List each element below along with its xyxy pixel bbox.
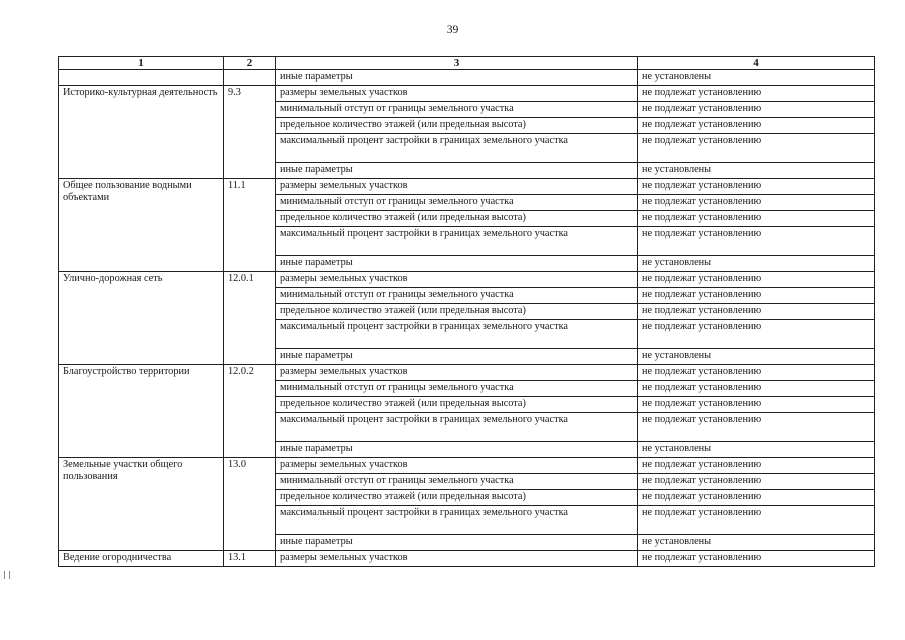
- use-type-code: [224, 70, 276, 86]
- parameter-name: предельное количество этажей (или предельная высота): [276, 490, 638, 506]
- parameter-name: иные параметры: [276, 442, 638, 458]
- parameter-name: предельное количество этажей (или предельная высота): [276, 211, 638, 227]
- use-type-name: Ведение огородничества: [59, 551, 224, 567]
- use-type-code: 13.0: [224, 458, 276, 551]
- table-row: [59, 458, 875, 474]
- table-row: [59, 70, 875, 86]
- parameter-name: иные параметры: [276, 535, 638, 551]
- parameter-value: не установлены: [638, 163, 875, 179]
- use-type-name: Земельные участки общего пользования: [59, 458, 224, 551]
- column-header-4: 4: [638, 57, 875, 70]
- parameter-value: не подлежат установлению: [638, 227, 875, 256]
- parameter-value: не подлежат установлению: [638, 102, 875, 118]
- table-row: [59, 86, 875, 102]
- parameter-name: иные параметры: [276, 256, 638, 272]
- table-body: [59, 70, 875, 567]
- parameter-value: не установлены: [638, 70, 875, 86]
- parameter-value: не установлены: [638, 535, 875, 551]
- parameter-value: не подлежат установлению: [638, 272, 875, 288]
- parameter-value: не подлежат установлению: [638, 211, 875, 227]
- parameter-name: максимальный процент застройки в границах земельного участка: [276, 320, 638, 349]
- parameter-value: не подлежат установлению: [638, 474, 875, 490]
- parameter-name: максимальный процент застройки в границах земельного участка: [276, 413, 638, 442]
- use-type-name: [59, 70, 224, 86]
- parameter-value: не подлежат установлению: [638, 134, 875, 163]
- table-row: [59, 272, 875, 288]
- parameter-name: предельное количество этажей (или предельная высота): [276, 118, 638, 134]
- parameter-value: не подлежат установлению: [638, 551, 875, 567]
- parameter-value: не подлежат установлению: [638, 381, 875, 397]
- parameter-name: размеры земельных участков: [276, 551, 638, 567]
- parameter-name: максимальный процент застройки в границах земельного участка: [276, 506, 638, 535]
- parameter-value: не подлежат установлению: [638, 413, 875, 442]
- parameter-value: не установлены: [638, 442, 875, 458]
- parameter-value: не подлежат установлению: [638, 304, 875, 320]
- use-type-name: Общее пользование водными объектами: [59, 179, 224, 272]
- parameter-name: минимальный отступ от границы земельного участка: [276, 195, 638, 211]
- use-type-code: 12.0.2: [224, 365, 276, 458]
- parameter-value: не установлены: [638, 256, 875, 272]
- parameter-name: размеры земельных участков: [276, 179, 638, 195]
- parameter-name: минимальный отступ от границы земельного участка: [276, 474, 638, 490]
- column-header-2: 2: [224, 57, 276, 70]
- parameter-value: не подлежат установлению: [638, 490, 875, 506]
- table-header-row: [59, 57, 875, 70]
- parameter-name: максимальный процент застройки в границах земельного участка: [276, 134, 638, 163]
- page-number: 39: [446, 24, 459, 36]
- parameter-name: предельное количество этажей (или предельная высота): [276, 304, 638, 320]
- use-type-code: 12.0.1: [224, 272, 276, 365]
- parameter-value: не подлежат установлению: [638, 118, 875, 134]
- parameter-name: предельное количество этажей (или предельная высота): [276, 397, 638, 413]
- table-row: [59, 365, 875, 381]
- parameter-value: не подлежат установлению: [638, 506, 875, 535]
- parameter-value: не подлежат установлению: [638, 288, 875, 304]
- parameter-name: размеры земельных участков: [276, 272, 638, 288]
- parameter-name: иные параметры: [276, 349, 638, 365]
- parameter-name: размеры земельных участков: [276, 86, 638, 102]
- parameter-value: не подлежат установлению: [638, 320, 875, 349]
- use-type-code: 11.1: [224, 179, 276, 272]
- parameter-value: не подлежат установлению: [638, 397, 875, 413]
- column-header-1: 1: [59, 57, 224, 70]
- column-header-3: 3: [276, 57, 638, 70]
- parameter-value: не подлежат установлению: [638, 195, 875, 211]
- parameter-name: размеры земельных участков: [276, 458, 638, 474]
- parameter-value: не подлежат установлению: [638, 86, 875, 102]
- table-row: [59, 179, 875, 195]
- use-type-name: Улично-дорожная сеть: [59, 272, 224, 365]
- parameter-name: минимальный отступ от границы земельного участка: [276, 102, 638, 118]
- use-type-code: 13.1: [224, 551, 276, 567]
- parameter-name: иные параметры: [276, 70, 638, 86]
- margin-mark: [4, 571, 10, 579]
- parameter-value: не подлежат установлению: [638, 365, 875, 381]
- parameter-value: не подлежат установлению: [638, 458, 875, 474]
- regulations-table: [58, 56, 875, 567]
- parameter-name: иные параметры: [276, 163, 638, 179]
- parameter-name: максимальный процент застройки в границах земельного участка: [276, 227, 638, 256]
- table-row: [59, 551, 875, 567]
- use-type-name: Историко-культурная деятельность: [59, 86, 224, 179]
- use-type-code: 9.3: [224, 86, 276, 179]
- parameter-name: минимальный отступ от границы земельного участка: [276, 381, 638, 397]
- parameter-name: размеры земельных участков: [276, 365, 638, 381]
- parameter-value: не установлены: [638, 349, 875, 365]
- use-type-name: Благоустройство территории: [59, 365, 224, 458]
- parameter-value: не подлежат установлению: [638, 179, 875, 195]
- parameter-name: минимальный отступ от границы земельного участка: [276, 288, 638, 304]
